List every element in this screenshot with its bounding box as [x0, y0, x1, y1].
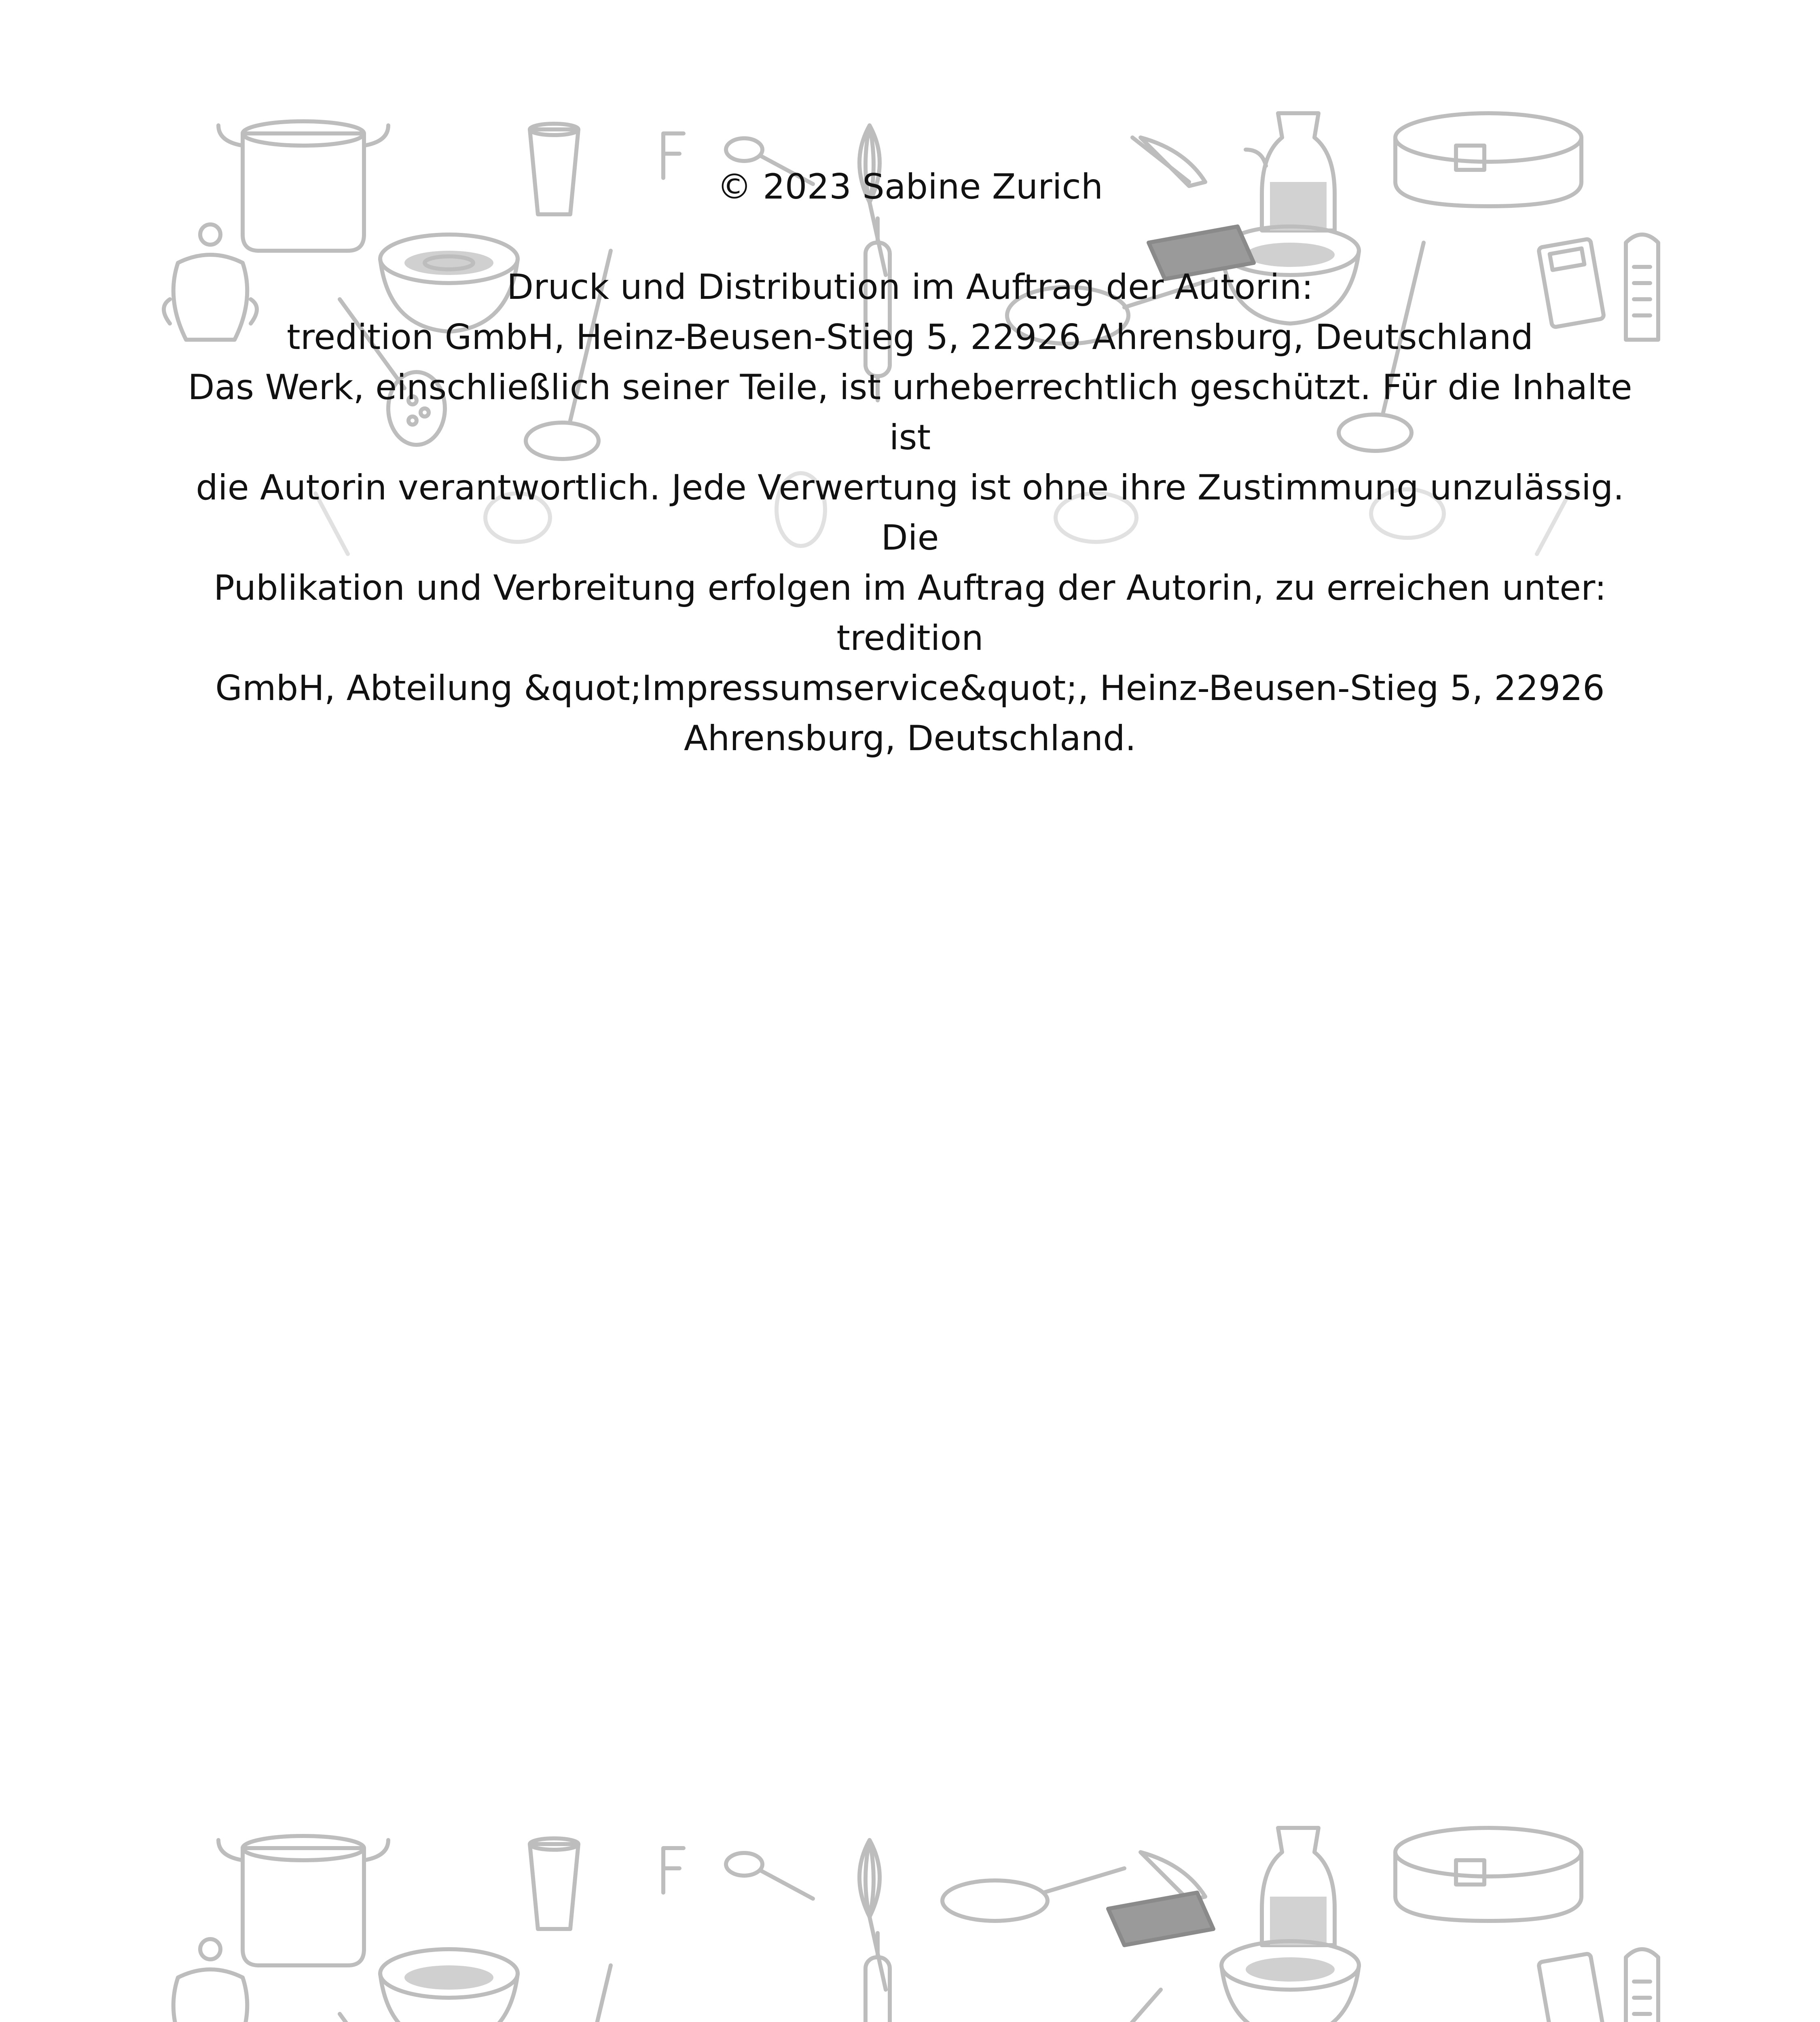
- imprint-line: die Autorin verantwortlich. Jede Verwertung ist ohne ihre Zustimmung unzulässig.: [196, 467, 1624, 508]
- rolling-pin-icon: [866, 1933, 890, 2022]
- imprint-line: Das Werk, einschließlich seiner Teile, ist urheberrechtlich geschützt. Für die Inhalte: [188, 367, 1632, 408]
- utensil-pattern-bottom: [154, 1804, 1691, 2022]
- bowl-icon: [380, 1949, 518, 2022]
- jug-icon: [1262, 1828, 1335, 1945]
- spacer: [170, 212, 1650, 262]
- frying-pan-icon: [942, 1868, 1124, 1921]
- bowl-icon: [1221, 1941, 1359, 2022]
- ladle-icon: [526, 1965, 611, 2022]
- imprint-line: Die: [881, 518, 939, 558]
- glass-icon: [530, 1838, 578, 1929]
- imprint-line: tredition GmbH, Heinz-Beusen-Stieg 5, 22926 Ahrensburg, Deutschland: [287, 317, 1533, 357]
- imprint-line: tredition: [836, 618, 984, 658]
- imprint-line: Ahrensburg, Deutschland.: [684, 718, 1136, 759]
- calculator-icon: [1539, 1953, 1604, 2022]
- whisk-icon: [859, 1840, 886, 1990]
- imprint-block: [170, 162, 1650, 764]
- imprint-line: GmbH, Abteilung &quot;Impressumservice&quot;, Heinz-Beusen-Stieg 5, 22926: [215, 668, 1605, 709]
- imprint-line: ist: [889, 417, 931, 458]
- spoon-icon: [663, 1848, 813, 1899]
- sugar-bowl-icon: [174, 1939, 248, 2022]
- imprint-line: Druck und Distribution im Auftrag der Autorin:: [507, 267, 1313, 307]
- cake-tin-icon: [1395, 1828, 1581, 1921]
- pot-icon: [218, 1836, 388, 1965]
- grater-icon: [1626, 1949, 1658, 2022]
- copyright-line: © 2023 Sabine Zurich: [717, 167, 1103, 207]
- skimmer-icon: [995, 1990, 1161, 2022]
- cutting-board-icon: [1108, 1893, 1213, 1945]
- imprint-line: Publikation und Verbreitung erfolgen im Auftrag der Autorin, zu erreichen unter:: [214, 568, 1606, 608]
